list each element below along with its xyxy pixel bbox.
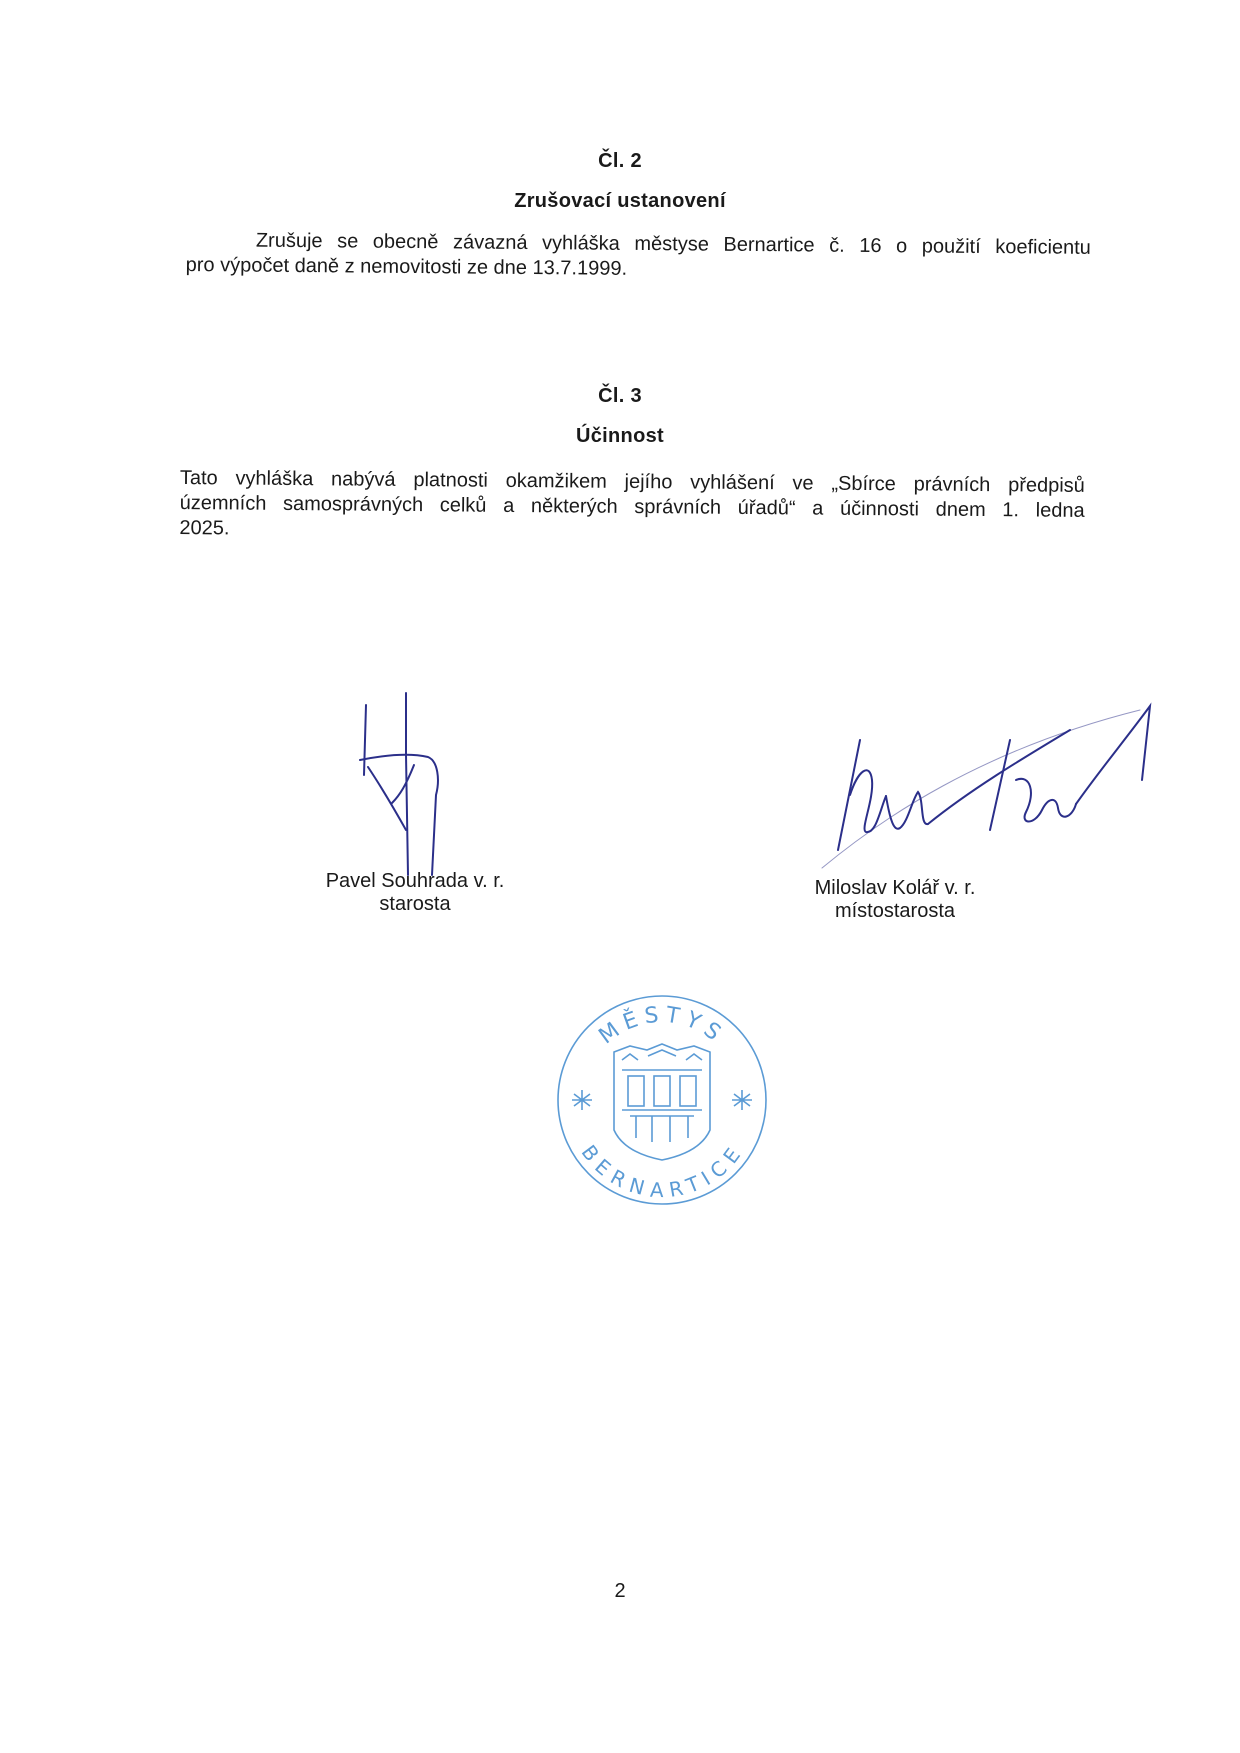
article-3-text-line-1: Tato vyhláška nabývá platnosti okamžikem jejího vyhlášení ve „Sbírce právních předpisů xyxy=(179,466,1085,497)
article-2-text-line-1: Zrušuje se obecně závazná vyhláška městyse Bernartice č. 16 o použití koeficientu xyxy=(255,229,1091,259)
signatory-mistostarosta xyxy=(790,877,1000,923)
stamp-star-right xyxy=(732,1090,752,1110)
signatory-name: Pavel Souhrada v. r. xyxy=(325,870,505,892)
article-2-title: Zrušovací ustanovení xyxy=(514,190,726,212)
article-3-text-line-3: 2025. xyxy=(179,516,230,540)
signatory-role: místostarosta xyxy=(834,900,956,922)
signature-mark-left xyxy=(340,685,460,885)
page-number: 2 xyxy=(614,1580,626,1602)
article-3-text-line-2: územních samosprávných celků a některých správních úřadů“ a účinnosti dnem 1. ledna xyxy=(179,491,1085,522)
article-2-number: Čl. 2 xyxy=(598,150,642,172)
article-2-text xyxy=(186,228,1091,286)
signatory-name: Miloslav Kolář v. r. xyxy=(814,877,976,899)
article-3-title: Účinnost xyxy=(576,425,664,447)
municipal-stamp xyxy=(552,990,772,1210)
stamp-text-bottom: BERNARTICE xyxy=(576,1140,748,1203)
stamp-text-top: MĚSTYS xyxy=(594,1002,730,1050)
article-2-text-line-2: pro výpočet daně z nemovitosti ze dne 13.7.1999. xyxy=(185,253,628,280)
article-3-number: Čl. 3 xyxy=(598,385,642,407)
signature-mark-right xyxy=(820,700,1180,870)
stamp-star-left xyxy=(572,1090,592,1110)
signatory-role: starosta xyxy=(379,893,451,915)
signatory-starosta xyxy=(300,870,530,916)
article-3-text xyxy=(179,466,1085,549)
